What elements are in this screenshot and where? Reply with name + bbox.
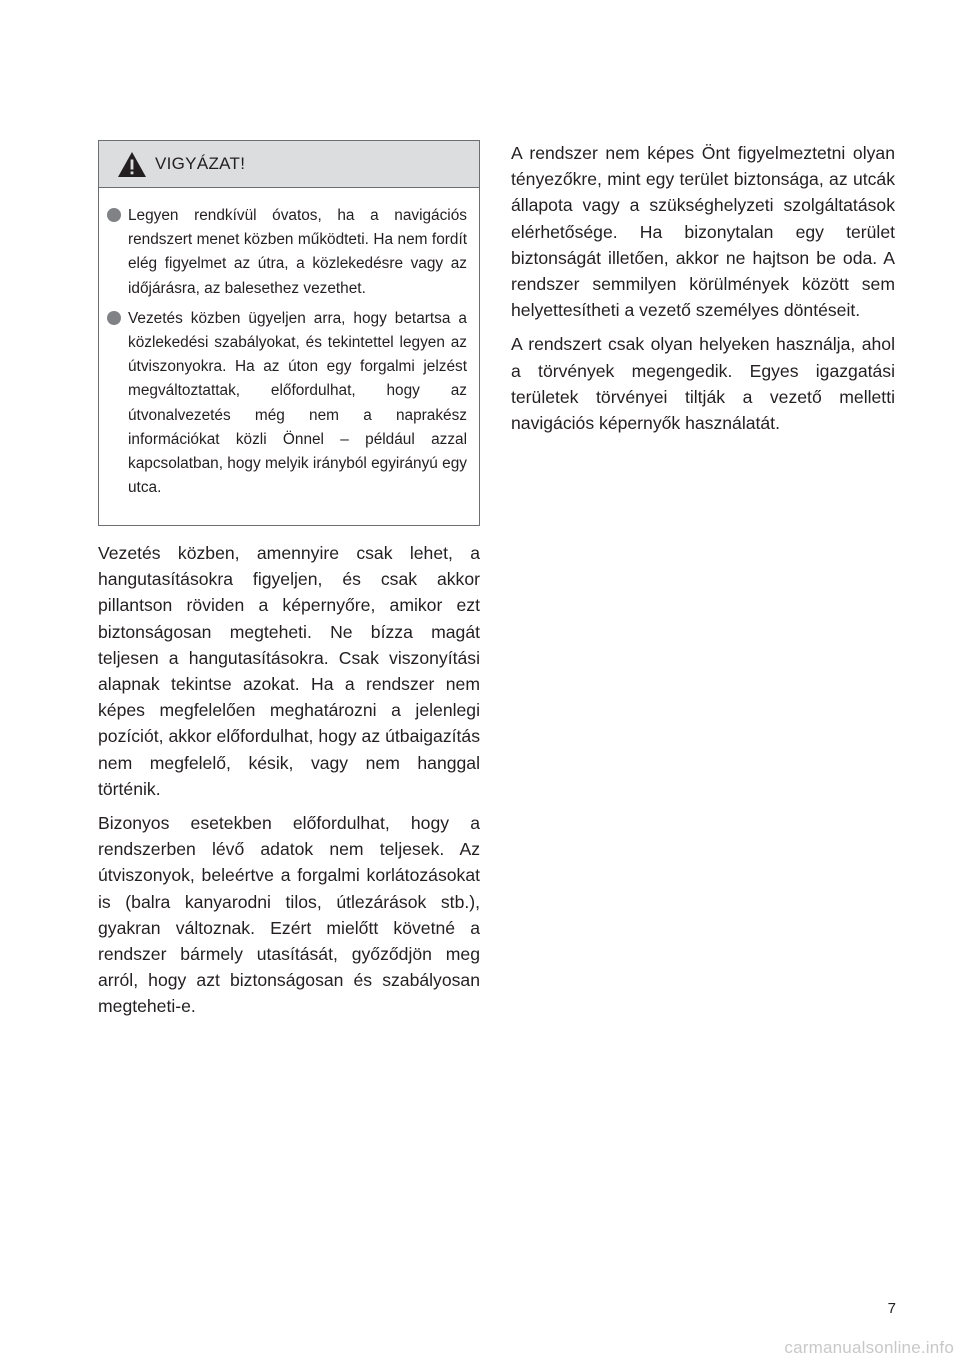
- body-paragraph: Bizonyos esetekben előfordulhat, hogy a rendszerben lévő adatok nem teljesek. Az útviszonyok, beleértve a forgalmi korlátozásokat is (balra kanyarodni tilos, útlezárások stb.), gyakran változnak. Ezért mielőtt követné a rendszer bármely utasítását, győződjön meg arról, hogy azt biztonságosan és szabályosan megteheti-e.: [98, 813, 480, 1017]
- bullet-icon: [107, 311, 121, 325]
- right-column: [511, 140, 895, 444]
- caution-item-text: Legyen rendkívül óvatos, ha a navigációs rendszert menet közben működteti. Ha nem fordít elég figyelmet az útra, a közlekedésre vagy az időjárásra, az balesethez vezethet.: [128, 207, 467, 297]
- caution-body: [99, 188, 479, 500]
- caution-item-text: Vezetés közben ügyeljen arra, hogy betartsa a közlekedési szabályokat, és tekintettel legyen az útviszonyokra. Ha az úton egy forgalmi jelzést megváltoztattak, előfordulhat, hogy az útvonalvezetés még nem a naprakész információkat közli Önnel – például azzal kapcsolatban, hogy melyik irányból egyirányú egy utca.: [128, 309, 467, 497]
- body-paragraph: A rendszer nem képes Önt figyelmeztetni olyan tényezőkre, mint egy terület biztonsága, az utcák állapota vagy a szükséghelyzeti szolgáltatások elérhetősége. Ha bizonytalan egy terület biztonságát illetően, akkor ne hajtson be oda. A rendszer semmilyen körülmények között sem helyettesítheti a vezető személyes döntéseit.: [511, 143, 895, 321]
- caution-title: VIGYÁZAT!: [155, 154, 246, 173]
- page-number: 7: [887, 1300, 896, 1317]
- caution-box: [98, 140, 480, 526]
- caution-item: [107, 204, 467, 301]
- body-paragraph: A rendszert csak olyan helyeken használja, ahol a törvények megengedik. Egyes igazgatási területek törvényei tiltják a vezető melletti navigációs képernyők használatát.: [511, 334, 895, 434]
- caution-item: [107, 307, 467, 501]
- bullet-icon: [107, 208, 121, 222]
- footer-watermark: carmanualsonline.info: [784, 1338, 954, 1357]
- body-paragraph: Vezetés közben, amennyire csak lehet, a hangutasításokra figyeljen, és csak akkor pillantson röviden a képernyőre, amikor ezt biztonságosan megteheti. Ne bízza magát teljesen a hangutasításokra. Csak viszonyítási alapnak tekintse azokat. Ha a rendszer nem képes megfelelően meghatározni a jelenlegi pozíciót, akkor előfordulhat, hogy az útbaigazítás nem megfelelő, késik, vagy nem hanggal történik.: [98, 543, 480, 799]
- caution-header: [99, 141, 479, 188]
- warning-triangle-icon: [117, 151, 147, 178]
- left-column: [98, 140, 480, 1028]
